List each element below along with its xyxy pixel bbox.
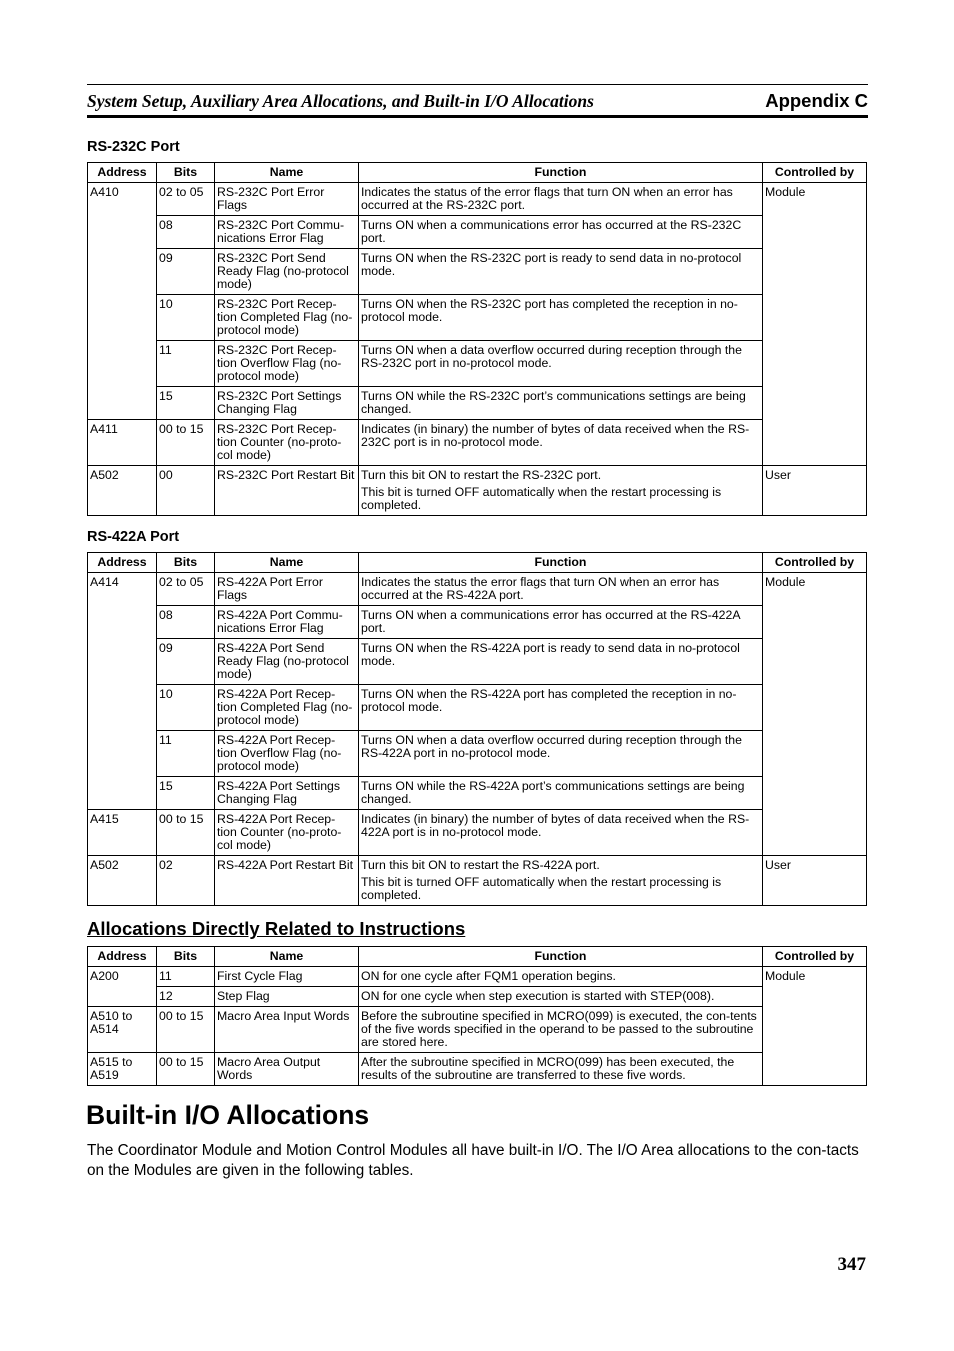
col-bits: Bits — [157, 553, 215, 573]
cell-bits: 02 to 05 — [157, 573, 215, 606]
cell-bits: 08 — [157, 216, 215, 249]
cell-name: RS-232C Port Recep-tion Counter (no-proto-col mode) — [215, 420, 359, 466]
cell-function: Turns ON when a communications error has occurred at the RS-422A port. — [359, 606, 763, 639]
col-address: Address — [88, 163, 157, 183]
cell-bits: 09 — [157, 639, 215, 685]
cell-function: Turns ON when a data overflow occurred during reception through the RS-232C port in no-protocol mode. — [359, 341, 763, 387]
cell-controlled-by: Module — [763, 967, 867, 1086]
table-row — [88, 777, 867, 810]
table-row — [88, 987, 867, 1007]
cell-bits: 02 — [157, 856, 215, 906]
cell-address: A502 — [88, 856, 157, 906]
cell-name: Macro Area Output Words — [215, 1053, 359, 1086]
cell-function: After the subroutine specified in MCRO(099) has been executed, the results of the subroutine are transferred to these five words. — [359, 1053, 763, 1086]
cell-name: RS-232C Port Commu-nications Error Flag — [215, 216, 359, 249]
col-function: Function — [359, 947, 763, 967]
cell-function: Indicates (in binary) the number of bytes of data received when the RS-232C port is in no-protocol mode. — [359, 420, 763, 466]
cell-function: Turns ON while the RS-232C port’s communications settings are being changed. — [359, 387, 763, 420]
cell-bits: 00 to 15 — [157, 1007, 215, 1053]
cell-bits: 15 — [157, 387, 215, 420]
cell-address: A502 — [88, 466, 157, 516]
cell-name: Step Flag — [215, 987, 359, 1007]
cell-function: Turns ON when the RS-232C port has completed the reception in no-protocol mode. — [359, 295, 763, 341]
cell-bits: 11 — [157, 731, 215, 777]
body-paragraph: The Coordinator Module and Motion Control Modules all have built-in I/O. The I/O Area allocations to the con-tacts on the Modules are given in the following tables. — [87, 1142, 859, 1179]
cell-name: RS-422A Port Restart Bit — [215, 856, 359, 906]
table-row — [88, 420, 867, 466]
rs232-heading: RS-232C Port — [87, 139, 180, 155]
cell-bits: 15 — [157, 777, 215, 810]
table-header-row — [88, 163, 867, 183]
col-function: Function — [359, 553, 763, 573]
alloc-table — [87, 946, 867, 1086]
table-row — [88, 606, 867, 639]
cell-address: A415 — [88, 810, 157, 856]
page-header — [87, 84, 868, 118]
function-line-1: Turn this bit ON to restart the RS-422A port. — [361, 858, 600, 872]
cell-function: ON for one cycle after FQM1 operation begins. — [359, 967, 763, 987]
cell-name: RS-422A Port Error Flags — [215, 573, 359, 606]
cell-function: Indicates (in binary) the number of bytes of data received when the RS-422A port is in no-protocol mode. — [359, 810, 763, 856]
cell-bits: 00 to 15 — [157, 810, 215, 856]
cell-bits: 00 — [157, 466, 215, 516]
function-line-2: This bit is turned OFF automatically when the restart processing is completed. — [361, 485, 722, 512]
appendix-label: Appendix C — [765, 90, 868, 111]
function-line-2: This bit is turned OFF automatically when the restart processing is completed. — [361, 875, 722, 902]
cell-function: Indicates the status of the error flags that turn ON when an error has occurred at the RS-232C port. — [359, 183, 763, 216]
cell-name: RS-232C Port Restart Bit — [215, 466, 359, 516]
cell-address: A410 — [88, 183, 157, 420]
cell-name: RS-422A Port Recep-tion Completed Flag (no-protocol mode) — [215, 685, 359, 731]
cell-name: RS-232C Port Send Ready Flag (no-protocol mode) — [215, 249, 359, 295]
cell-controlled-by: Module — [763, 573, 867, 856]
cell-function: Indicates the status the error flags that turn ON when an error has occurred at the RS-422A port. — [359, 573, 763, 606]
cell-bits: 11 — [157, 341, 215, 387]
cell-name: First Cycle Flag — [215, 967, 359, 987]
table-row — [88, 249, 867, 295]
cell-bits: 10 — [157, 685, 215, 731]
cell-address: A200 — [88, 967, 157, 1007]
cell-name: RS-232C Port Error Flags — [215, 183, 359, 216]
cell-controlled-by: Module — [763, 183, 867, 466]
cell-function — [359, 856, 763, 906]
cell-controlled-by: User — [763, 856, 867, 906]
cell-name: Macro Area Input Words — [215, 1007, 359, 1053]
cell-bits: 00 to 15 — [157, 1053, 215, 1086]
table-row — [88, 810, 867, 856]
col-name: Name — [215, 163, 359, 183]
table-header-row — [88, 553, 867, 573]
table-row — [88, 466, 867, 516]
cell-address: A411 — [88, 420, 157, 466]
cell-function: Turns ON when the RS-422A port is ready to send data in no-protocol mode. — [359, 639, 763, 685]
cell-name: RS-422A Port Recep-tion Counter (no-proto-col mode) — [215, 810, 359, 856]
cell-function: Turns ON when a data overflow occurred during reception through the RS-422A port in no-protocol mode. — [359, 731, 763, 777]
col-bits: Bits — [157, 947, 215, 967]
table-row — [88, 1053, 867, 1086]
col-controlled-by: Controlled by — [763, 553, 867, 573]
cell-function: Turns ON when a communications error has occurred at the RS-232C port. — [359, 216, 763, 249]
cell-address: A515 to A519 — [88, 1053, 157, 1086]
cell-name: RS-422A Port Commu-nications Error Flag — [215, 606, 359, 639]
col-name: Name — [215, 947, 359, 967]
col-function: Function — [359, 163, 763, 183]
cell-name: RS-422A Port Recep-tion Overflow Flag (no-protocol mode) — [215, 731, 359, 777]
cell-controlled-by: User — [763, 466, 867, 516]
function-line-1: Turn this bit ON to restart the RS-232C port. — [361, 468, 602, 482]
table-row — [88, 639, 867, 685]
table-row — [88, 183, 867, 216]
cell-bits: 00 to 15 — [157, 420, 215, 466]
cell-function: Turns ON when the RS-422A port has completed the reception in no-protocol mode. — [359, 685, 763, 731]
cell-address: A510 to A514 — [88, 1007, 157, 1053]
cell-bits: 12 — [157, 987, 215, 1007]
table-row — [88, 967, 867, 987]
cell-function: Turns ON while the RS-422A port’s communications settings are being changed. — [359, 777, 763, 810]
cell-name: RS-232C Port Recep-tion Overflow Flag (no-protocol mode) — [215, 341, 359, 387]
table-row — [88, 573, 867, 606]
col-address: Address — [88, 553, 157, 573]
rs232-table — [87, 162, 867, 516]
rs422-table — [87, 552, 867, 906]
cell-address: A414 — [88, 573, 157, 810]
table-header-row — [88, 947, 867, 967]
col-bits: Bits — [157, 163, 215, 183]
cell-function: Before the subroutine specified in MCRO(099) is executed, the con-tents of the five words specified in the operand to be passed to the subroutine are stored here. — [359, 1007, 763, 1053]
cell-bits: 09 — [157, 249, 215, 295]
col-name: Name — [215, 553, 359, 573]
alloc-heading: Allocations Directly Related to Instructions — [87, 918, 466, 939]
cell-function — [359, 466, 763, 516]
col-controlled-by: Controlled by — [763, 163, 867, 183]
table-row — [88, 341, 867, 387]
table-row — [88, 295, 867, 341]
table-row — [88, 731, 867, 777]
table-row — [88, 216, 867, 249]
cell-name: RS-422A Port Send Ready Flag (no-protocol mode) — [215, 639, 359, 685]
cell-name: RS-232C Port Settings Changing Flag — [215, 387, 359, 420]
cell-bits: 08 — [157, 606, 215, 639]
col-address: Address — [88, 947, 157, 967]
page-number: 347 — [837, 1254, 866, 1275]
cell-bits: 10 — [157, 295, 215, 341]
table-row — [88, 685, 867, 731]
col-controlled-by: Controlled by — [763, 947, 867, 967]
cell-name: RS-422A Port Settings Changing Flag — [215, 777, 359, 810]
table-row — [88, 387, 867, 420]
section-title: Built-in I/O Allocations — [86, 1100, 370, 1130]
cell-function: ON for one cycle when step execution is started with STEP(008). — [359, 987, 763, 1007]
table-row — [88, 1007, 867, 1053]
header-title: System Setup, Auxiliary Area Allocations, and Built-in I/O Allocations — [87, 91, 594, 111]
cell-function: Turns ON when the RS-232C port is ready to send data in no-protocol mode. — [359, 249, 763, 295]
cell-bits: 11 — [157, 967, 215, 987]
table-row — [88, 856, 867, 906]
rs422-heading: RS-422A Port — [87, 529, 180, 545]
cell-bits: 02 to 05 — [157, 183, 215, 216]
cell-name: RS-232C Port Recep-tion Completed Flag (no-protocol mode) — [215, 295, 359, 341]
